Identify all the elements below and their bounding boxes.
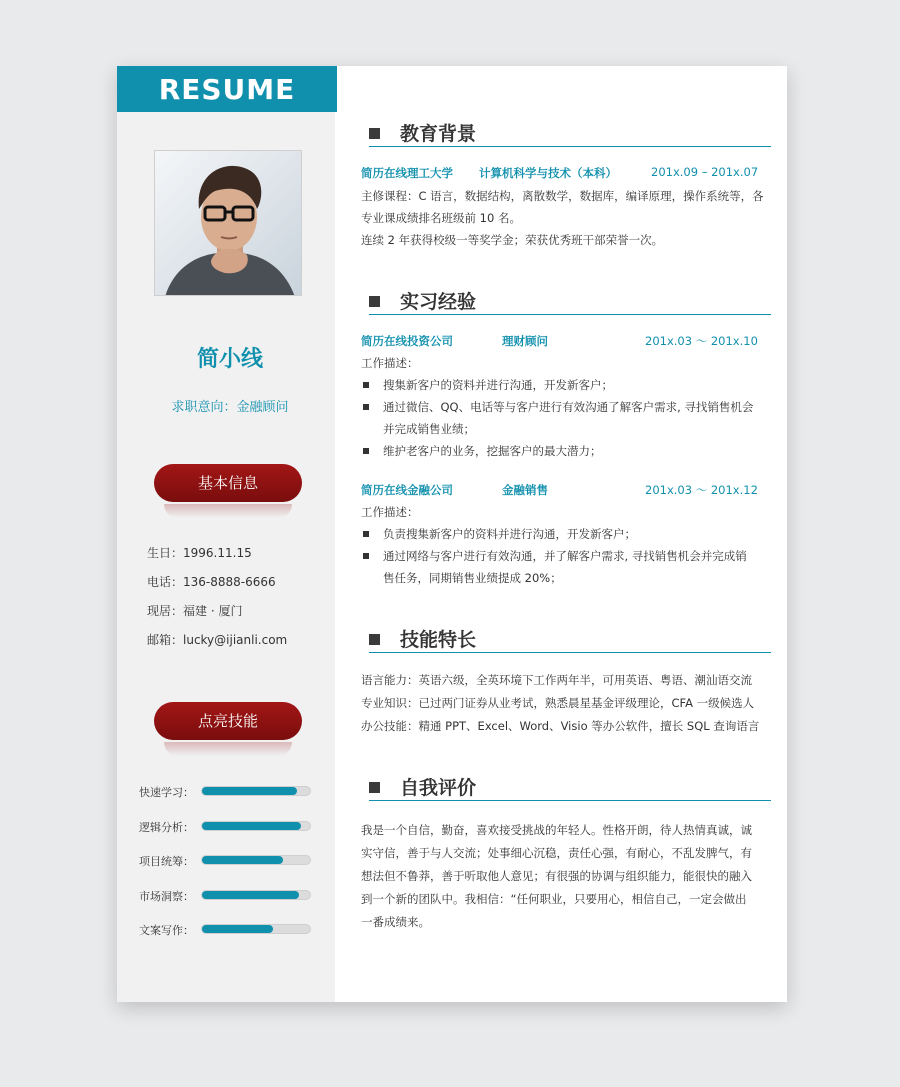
square-icon [369, 296, 380, 307]
edu-line: 连续 2 年获得校级一等奖学金；荣获优秀班干部荣誉一次。 [361, 233, 664, 247]
edu-line: 主修课程：C 语言，数据结构，离散数学，数据库，编译原理，操作系统等，各 [361, 189, 764, 203]
skill-bar-track [201, 786, 311, 796]
skills-header [369, 624, 771, 654]
skill-row [139, 888, 319, 902]
resume-banner: RESUME [117, 66, 337, 112]
job-bullet: 搜集新客户的资料并进行沟通，开发新客户； [383, 378, 613, 392]
skill-bar-track [201, 924, 311, 934]
divider [369, 146, 771, 147]
self-eval-line: 到一个新的团队中。我相信：“任何职业，只要用心，相信自己，一定会做出 [361, 892, 747, 906]
education-header [369, 118, 771, 148]
square-icon [369, 634, 380, 645]
edu-major: 计算机科学与技术（本科） [479, 166, 617, 180]
bullet-icon [363, 382, 369, 388]
divider [369, 652, 771, 653]
self-eval-line: 我是一个自信，勤奋，喜欢接受挑战的年轻人。性格开朗，待人热情真诚，诚 [361, 823, 752, 837]
section-title: 自我评价 [400, 777, 477, 799]
self-eval-line: 想法但不鲁莽，善于听取他人意见；有很强的协调与组织能力，能很快的融入 [361, 869, 752, 883]
square-icon [369, 782, 380, 793]
edu-school: 简历在线理工大学 [361, 166, 453, 180]
info-email: 邮箱：lucky@ijianli.com [147, 633, 288, 647]
pill-reflection [164, 742, 292, 756]
square-icon [369, 128, 380, 139]
bullet-icon [363, 448, 369, 454]
job-bullet-cont: 售任务，同期销售业绩提成 20%； [383, 571, 562, 585]
skill-row [139, 784, 319, 798]
skill-row [139, 853, 319, 867]
internship-header [369, 286, 771, 316]
edu-line: 专业课成绩排名班级前 10 名。 [361, 211, 521, 225]
skill-row [139, 922, 319, 936]
job-period: 201x.03 ～ 201x.12 [645, 483, 758, 497]
info-birthday: 生日：1996.11.15 [147, 546, 252, 560]
job-company: 简历在线金融公司 [361, 483, 453, 497]
section-title: 技能特长 [400, 629, 477, 651]
skill-bar-fill [202, 787, 297, 795]
bullet-icon [363, 531, 369, 537]
skill-bar-fill [202, 925, 273, 933]
job-bullet: 负责搜集新客户的资料并进行沟通，开发新客户； [383, 527, 636, 541]
skill-bar-fill [202, 822, 301, 830]
skill-bar-track [201, 821, 311, 831]
skill-line: 专业知识：已过两门证券从业考试，熟悉晨星基金评级理论，CFA 一级候选人 [361, 696, 755, 710]
skill-bar-track [201, 855, 311, 865]
sidebar [117, 66, 335, 1002]
skill-bar-track [201, 890, 311, 900]
bullet-icon [363, 404, 369, 410]
job-intent: 求职意向：金融顾问 [171, 400, 289, 415]
section-title: 实习经验 [400, 291, 477, 313]
info-phone: 电话：136-8888-6666 [147, 575, 276, 589]
job-bullet: 通过网络与客户进行有效沟通，并了解客户需求, 寻找销售机会并完成销 [383, 549, 747, 563]
skill-line: 语言能力：英语六级，全英环境下工作两年半，可用英语、粤语、潮汕语交流 [361, 673, 752, 687]
resume-page [117, 66, 787, 1002]
skill-row [139, 819, 319, 833]
edu-period: 201x.09 – 201x.07 [651, 165, 759, 179]
job-period: 201x.03 ～ 201x.10 [645, 334, 758, 348]
divider [369, 800, 771, 801]
info-location: 现居：福建 · 厦门 [147, 604, 243, 618]
skills-pill: 点亮技能 [154, 702, 302, 740]
job-desc-label: 工作描述： [361, 356, 419, 370]
skill-label: 快速学习： [139, 786, 194, 799]
self-eval-line: 实守信，善于与人交流；处事细心沉稳，责任心强，有耐心，不乱发脾气，有 [361, 846, 752, 860]
candidate-name: 简小线 [196, 347, 263, 372]
skill-label: 项目统筹： [139, 855, 194, 868]
skill-bar-fill [202, 856, 283, 864]
job-company: 简历在线投资公司 [361, 334, 453, 348]
job-role: 金融销售 [502, 483, 548, 497]
job-desc-label: 工作描述： [361, 505, 419, 519]
profile-photo [154, 150, 302, 296]
divider [369, 314, 771, 315]
self-eval-line: 一番成绩来。 [361, 915, 430, 929]
main-content [335, 66, 787, 1002]
job-bullet-cont: 并完成销售业绩； [383, 422, 475, 436]
skill-line: 办公技能：精通 PPT、Excel、Word、Visio 等办公软件，擅长 SQL 查询语言 [361, 719, 760, 733]
job-bullet: 通过微信、QQ、电话等与客户进行有效沟通了解客户需求, 寻找销售机会 [383, 400, 754, 414]
job-role: 理财顾问 [502, 334, 548, 348]
skill-label: 市场洞察： [139, 889, 194, 903]
basic-info-pill: 基本信息 [154, 464, 302, 502]
self-eval-header [369, 772, 771, 802]
section-title: 教育背景 [400, 123, 477, 145]
skill-label: 逻辑分析： [139, 820, 194, 834]
bullet-icon [363, 553, 369, 559]
skill-label: 文案写作： [139, 924, 194, 937]
skill-bar-fill [202, 891, 299, 899]
job-bullet: 维护老客户的业务，挖掘客户的最大潜力； [383, 444, 602, 458]
pill-reflection [164, 504, 292, 518]
